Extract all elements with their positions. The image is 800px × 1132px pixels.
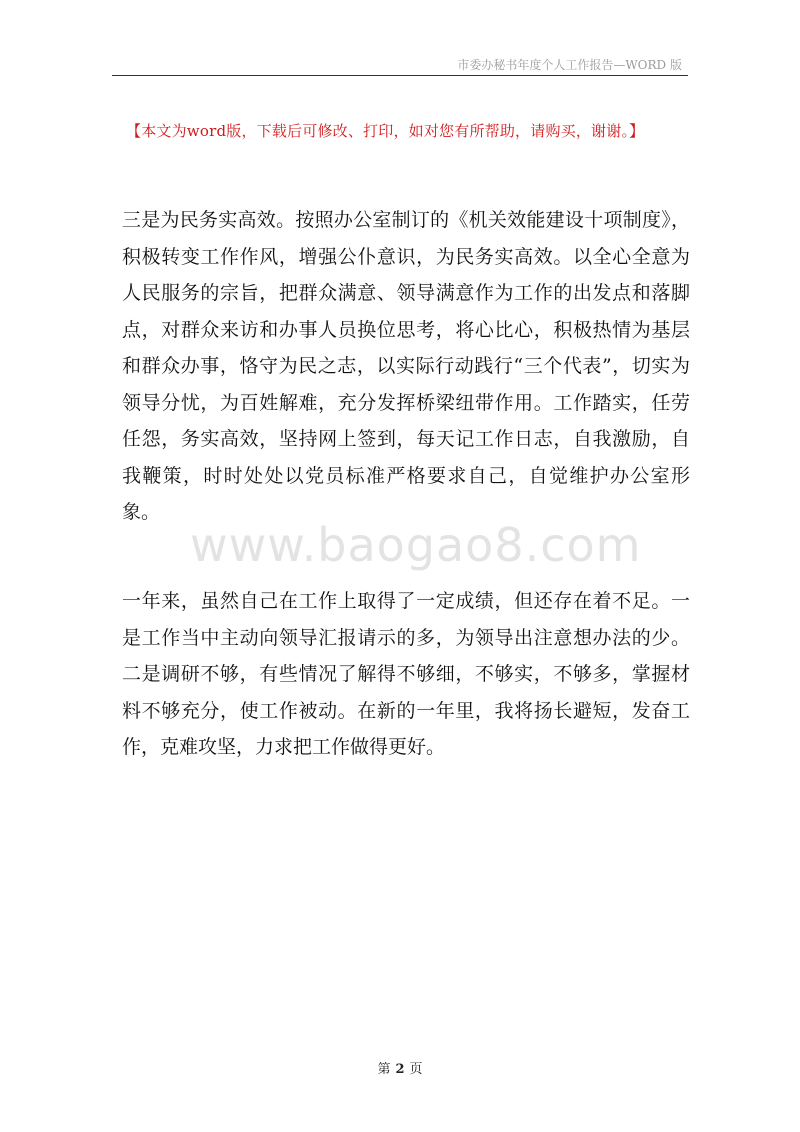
body-paragraph: 三是为民务实高效。按照办公室制订的《机关效能建设十项制度》，积极转变工作作风，增强公仆意识，为民务实高效。以全心全意为人民服务的宗旨，把群众满意、领导满意作为工作的出发点和落脚点，对群众来访和办事人员换位思考，将心比心，积极热情为基层和群众办事，恪守为民之志，以实际行动践行“三个代表”，切实为领导分忧，为百姓解难，充分发挥桥梁纽带作用。工作踏实，任劳任怨，务实高效，坚持网上签到，每天记工作日志，自我激励，自我鞭策，时时处处以党员标准严格要求自己，自觉维护办公室形象。 bbox=[122, 209, 690, 523]
body-paragraph: 一年来，虽然自己在工作上取得了一定成绩，但还存在着不足。一是工作当中主动向领导汇报请示的多，为领导出注意想办法的少。二是调研不够，有些情况了解得不够细，不够实，不够多，掌握材料不够充分，使工作被动。在新的一年里，我将扬长避短，发奋工作，克难攻坚，力求把工作做得更好。 bbox=[122, 590, 690, 758]
page-label-suffix: 页 bbox=[409, 1062, 423, 1077]
running-header: 市委办秘书年度个人工作报告—WORD 版 bbox=[457, 58, 682, 72]
page-label-prefix: 第 bbox=[377, 1062, 391, 1077]
page-number: 2 bbox=[395, 1062, 405, 1077]
header-divider bbox=[112, 75, 688, 76]
page-footer bbox=[0, 1058, 800, 1077]
watermark: www.baogao8.com bbox=[190, 518, 642, 572]
purchase-notice: 【本文为word版，下载后可修改、打印，如对您有所帮助，请购买，谢谢。】 bbox=[126, 122, 645, 140]
